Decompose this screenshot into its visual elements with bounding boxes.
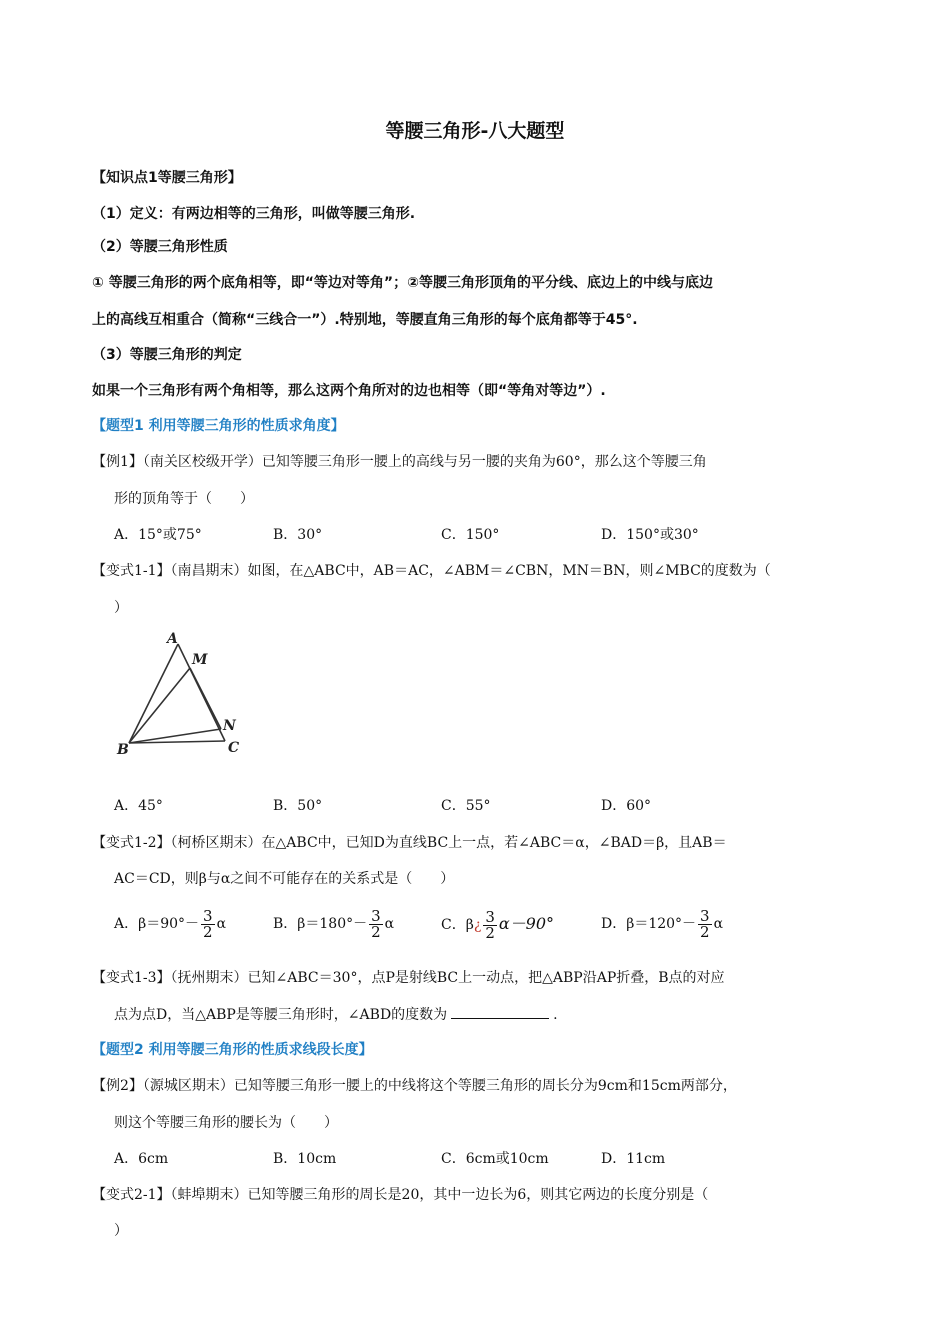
judgement-heading: （3）等腰三角形的判定 xyxy=(92,347,242,363)
property-line-2: 上的高线互相重合（简称“三线合一”）.特别地，等腰直角三角形的每个底角都等于45°. xyxy=(92,312,638,328)
example2-line-2: 则这个等腰三角形的腰长为（ ） xyxy=(114,1115,338,1131)
segment-mn xyxy=(190,668,221,729)
type2-heading: 【题型2 利用等腰三角形的性质求线段长度】 xyxy=(92,1042,373,1058)
example2-line-1: 【例2】（源城区期末）已知等腰三角形一腰上的中线将这个等腰三角形的周长分为9cm和15cm两部分， xyxy=(92,1078,737,1094)
definition-text: （1）定义：有两边相等的三角形，叫做等腰三角形. xyxy=(92,206,416,222)
example2-option-c: C．6cm或10cm xyxy=(441,1151,549,1167)
page-title: 等腰三角形-八大题型 xyxy=(385,120,565,142)
example1-option-c: C．150° xyxy=(441,527,500,543)
label-m: M xyxy=(192,652,208,668)
variant1-2-option-a: A．β＝90°－ $\frac{3}{2}$ α xyxy=(114,906,227,941)
example2-option-a: A．6cm xyxy=(114,1151,169,1167)
variant1-2-option-c: C．β¿ $\frac{3}{2}$ α－90° xyxy=(441,907,555,942)
example2-option-d: D．11cm xyxy=(601,1151,666,1167)
property-line-1: ① 等腰三角形的两个底角相等，即“等边对等角”；②等腰三角形顶角的平分线、底边上的中线与底边 xyxy=(92,275,713,291)
label-c: C xyxy=(228,740,240,756)
segment-bm xyxy=(129,668,190,743)
variant1-3-line-1: 【变式1-3】（抚州期末）已知∠ABC＝30°，点P是射线BC上一动点，把△ABP沿AP折叠，B点的对应 xyxy=(92,970,725,986)
variant1-3-line-2: 点为点D，当△ABP是等腰三角形时，∠ABD的度数为 . xyxy=(114,1004,558,1025)
property-heading: （2）等腰三角形性质 xyxy=(92,239,228,255)
variant2-1-line-2: ） xyxy=(114,1223,128,1239)
example1-option-d: D．150°或30° xyxy=(601,527,699,543)
variant1-1-option-c: C．55° xyxy=(441,798,491,814)
variant1-1-option-d: D．60° xyxy=(601,798,652,814)
example1-option-b: B．30° xyxy=(273,527,323,543)
variant1-2-option-d: D．β＝120°－ $\frac{3}{2}$ α xyxy=(601,906,724,941)
label-b: B xyxy=(117,742,129,758)
label-n: N xyxy=(223,718,236,734)
variant1-1-line-1: 【变式1-1】（南昌期末）如图，在△ABC中，AB＝AC，∠ABM＝∠CBN，MN＝BN，则∠MBC的度数为（ xyxy=(92,563,771,579)
variant1-1-line-2: ） xyxy=(114,600,128,616)
variant1-2-option-b: B．β＝180°－ $\frac{3}{2}$ α xyxy=(273,906,395,941)
answer-blank[interactable] xyxy=(451,1004,549,1019)
triangle-figure xyxy=(100,624,260,764)
knowledge-heading: 【知识点1等腰三角形】 xyxy=(92,170,242,186)
variant1-2-line-1: 【变式1-2】（柯桥区期末）在△ABC中，已知D为直线BC上一点，若∠ABC＝α，∠BAD＝β，且AB＝ xyxy=(92,835,727,851)
label-a: A xyxy=(167,631,178,647)
example1-option-a: A．15°或75° xyxy=(114,527,202,543)
example1-line-2: 形的顶角等于（ ） xyxy=(114,491,254,507)
example1-line-1: 【例1】（南关区校级开学）已知等腰三角形一腰上的高线与另一腰的夹角为60°，那么这个等腰三角 xyxy=(92,454,707,470)
variant1-1-option-b: B．50° xyxy=(273,798,323,814)
variant1-1-option-a: A．45° xyxy=(114,798,163,814)
side-ab xyxy=(129,644,178,743)
judgement-text: 如果一个三角形有两个角相等，那么这两个角所对的边也相等（即“等角对等边”）. xyxy=(92,383,606,399)
variant2-1-line-1: 【变式2-1】（蚌埠期末）已知等腰三角形的周长是20，其中一边长为6，则其它两边的长度分别是（ xyxy=(92,1187,709,1203)
type1-heading: 【题型1 利用等腰三角形的性质求角度】 xyxy=(92,418,345,434)
example2-option-b: B．10cm xyxy=(273,1151,337,1167)
variant1-2-line-2: AC＝CD，则β与α之间不可能存在的关系式是（ ） xyxy=(114,871,455,887)
